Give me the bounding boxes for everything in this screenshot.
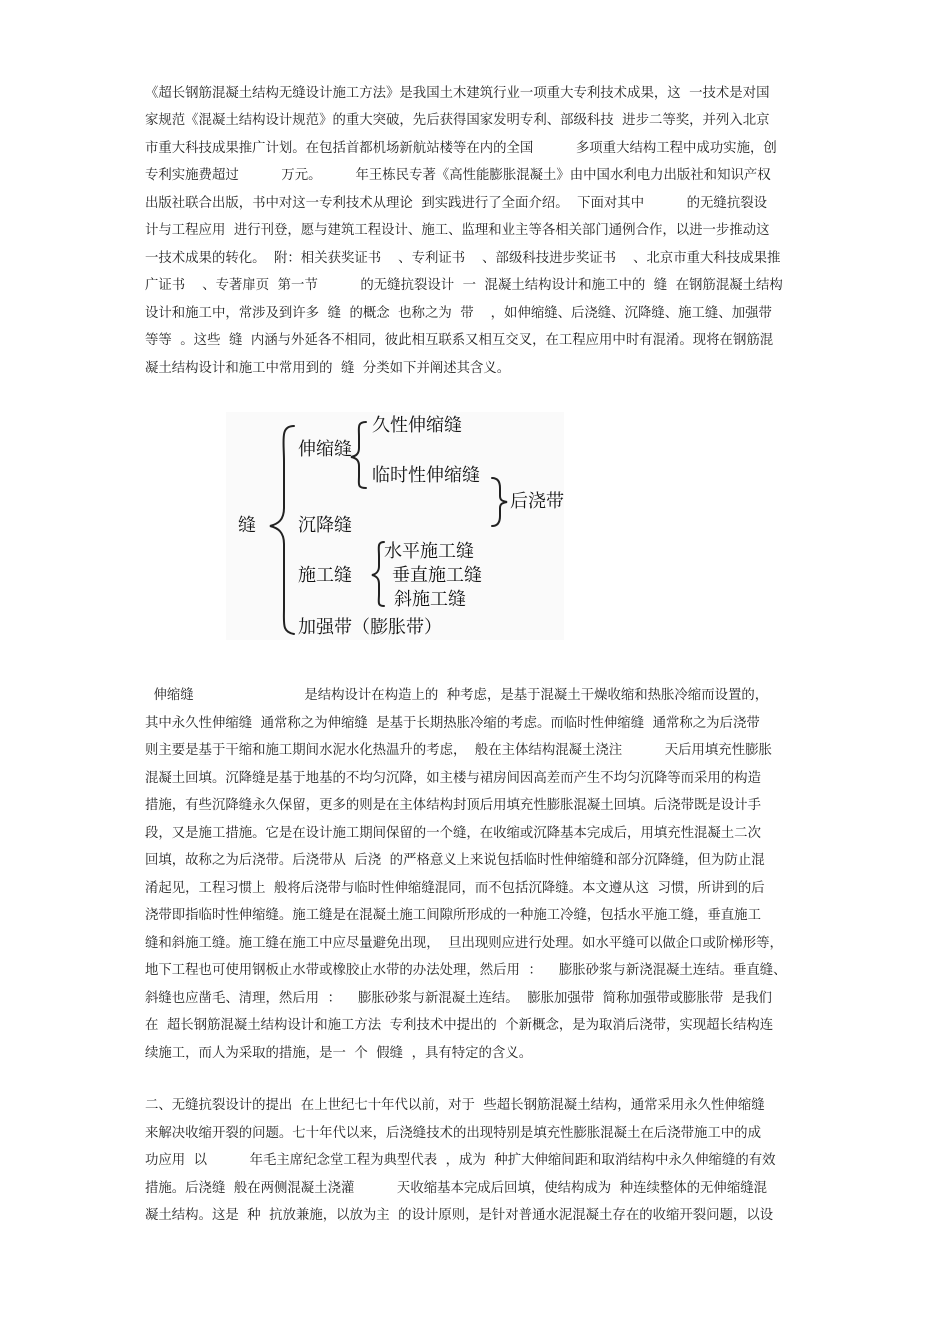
text-line: 回填，故称之为后浇带。后浇带从 后浇 的严格意义上来说包括临时性伸缩缝和部分沉降缝，但为防止混 xyxy=(145,853,765,868)
text-line: 《超长钢筋混凝土结构无缝设计施工方法》是我国土木建筑行业一项重大专利技术成果，这 一技术是对国 xyxy=(145,86,770,101)
post-cast-strip-label: 后浇带 xyxy=(510,491,564,512)
text-line: 缝和斜施工缝。施工缝在施工中应尽量避免出现， 旦出现则应进行处理。如水平缝可以做企口或阶梯形等， xyxy=(145,936,783,951)
reinforcement-strip-label: 加强带（膨胀带） xyxy=(298,617,442,638)
text-line: 凝土结构设计和施工中常用到的 缝 分类如下并阐述其含义。 xyxy=(145,361,511,376)
text-line: 功应用 以 年毛主席纪念堂工程为典型代表 ，成为 种扩大伸缩间距和取消结构中永久伸缩缝的有效 xyxy=(145,1153,776,1168)
text-line: 设计和施工中，常涉及到许多 缝 的概念 也称之为 带 ，如伸缩缝、后浇缝、沉降缝、施工缝、加强带 xyxy=(145,306,772,321)
text-line: 混凝土回填。沉降缝是基于地基的不均匀沉降，如主楼与裙房间因高差而产生不均匀沉降等而采用的构造 xyxy=(145,771,761,786)
horizontal-construction-joint-label: 水平施工缝 xyxy=(384,541,474,562)
joint-classification-figure xyxy=(226,412,564,640)
root-label: 缝 xyxy=(238,515,256,536)
construction-joint-label: 施工缝 xyxy=(298,565,352,586)
inclined-construction-joint-label: 斜施工缝 xyxy=(394,589,466,610)
text-line: 计与工程应用 进行刊登，愿与建筑工程设计、施工、监理和业主等各相关部门通例合作，以进一步推动这 xyxy=(145,223,770,238)
text-line: 浇带即指临时性伸缩缝。施工缝是在混凝土施工间隙所形成的一种施工冷缝，包括水平施工缝，垂直施工 xyxy=(145,908,761,923)
text-line: 斜缝也应凿毛、清理，然后用 ： 膨胀砂浆与新混凝土连结。 膨胀加强带 简称加强带或膨胀带 是我们 xyxy=(145,991,772,1006)
text-line: 措施，有些沉降缝永久保留，更多的则是在主体结构封顶后用填充性膨胀混凝土回填。后浇带既是设计手 xyxy=(145,798,761,813)
text-line: 来解决收缩开裂的问题。七十年代以来，后浇缝技术的出现特别是填充性膨胀混凝土在后浇带施工中的成 xyxy=(145,1126,761,1141)
text-line: 在 超长钢筋混凝土结构设计和施工方法 专利技术中提出的 个新概念，是为取消后浇带，实现超长结构连 xyxy=(145,1018,774,1033)
text-line: 专利实施费超过 万元。 年王栋民专著《高性能膨胀混凝土》由中国水利电力出版社和知识产权 xyxy=(145,168,771,183)
settlement-joint-label: 沉降缝 xyxy=(298,515,352,536)
temporary-expansion-joint-label: 临时性伸缩缝 xyxy=(372,465,480,486)
expansion-joint-label: 伸缩缝 xyxy=(298,439,352,460)
text-line: 淆起见，工程习惯上 般将后浇带与临时性伸缩缝混同，而不包括沉降缝。本文遵从这 习惯，所讲到的后 xyxy=(145,881,765,896)
text-line: 家规范《混凝土结构设计规范》的重大突破，先后获得国家发明专利、部级科技 进步二等奖，并列入北京 xyxy=(145,113,770,128)
text-line: 一技术成果的转化。 附：相关获奖证书 、专利证书 、部级科技进步奖证书 、北京市重大科技成果推 xyxy=(145,251,781,266)
text-line: 地下工程也可使用钢板止水带或橡胶止水带的办法处理，然后用 ： 膨胀砂浆与新浇混凝土连结。垂直缝、 xyxy=(145,963,787,978)
text-line: 续施工，而人为采取的措施，是一 个 假缝 ，具有特定的含义。 xyxy=(145,1046,533,1061)
text-line: 则主要是基于干缩和施工期间水泥水化热温升的考虑， 般在主体结构混凝土浇注 天后用填充性膨胀 xyxy=(145,743,772,758)
text-line: 其中永久性伸缩缝 通常称之为伸缩缝 是基于长期热胀冷缩的考虑。而临时性伸缩缝 通常称之为后浇带 xyxy=(145,716,760,731)
text-line: 市重大科技成果推广计划。在包括首都机场新航站楼等在内的全国 多项重大结构工程中成功实施，创 xyxy=(145,141,777,156)
text-line: 等等 。这些 缝 内涵与外延各不相同，彼此相互联系又相互交叉，在工程应用中时有混淆。现将在钢筋混 xyxy=(145,333,774,348)
vertical-construction-joint-label: 垂直施工缝 xyxy=(392,565,482,586)
permanent-expansion-joint-label: 久性伸缩缝 xyxy=(372,415,462,436)
text-line: 广证书 、专著扉页 第一节 的无缝抗裂设计 一 混凝土结构设计和施工中的 缝 在钢筋混凝土结构 xyxy=(145,278,783,293)
text-line: 措施。后浇缝 般在两侧混凝土浇灌 天收缩基本完成后回填，使结构成为 种连续整体的无伸缩缝混 xyxy=(145,1181,767,1196)
text-line: 二、无缝抗裂设计的提出 在上世纪七十年代以前，对于 些超长钢筋混凝土结构，通常采用永久性伸缩缝 xyxy=(145,1098,765,1113)
text-line: 凝土结构。这是 种 抗放兼施，以放为主 的设计原则，是针对普通水泥混凝土存在的收缩开裂问题，以设 xyxy=(145,1208,774,1223)
text-line: 段，又是施工措施。它是在设计施工期间保留的一个缝，在收缩或沉降基本完成后，用填充性混凝土二次 xyxy=(145,826,761,841)
text-line: 出版社联合出版，书中对这一专利技术从理论 到实践进行了全面介绍。 下面对其中 的无缝抗裂设 xyxy=(145,196,767,211)
text-line: 伸缩缝 是结构设计在构造上的 种考虑，是基于混凝土干燥收缩和热胀冷缩而设置的， xyxy=(145,688,769,703)
